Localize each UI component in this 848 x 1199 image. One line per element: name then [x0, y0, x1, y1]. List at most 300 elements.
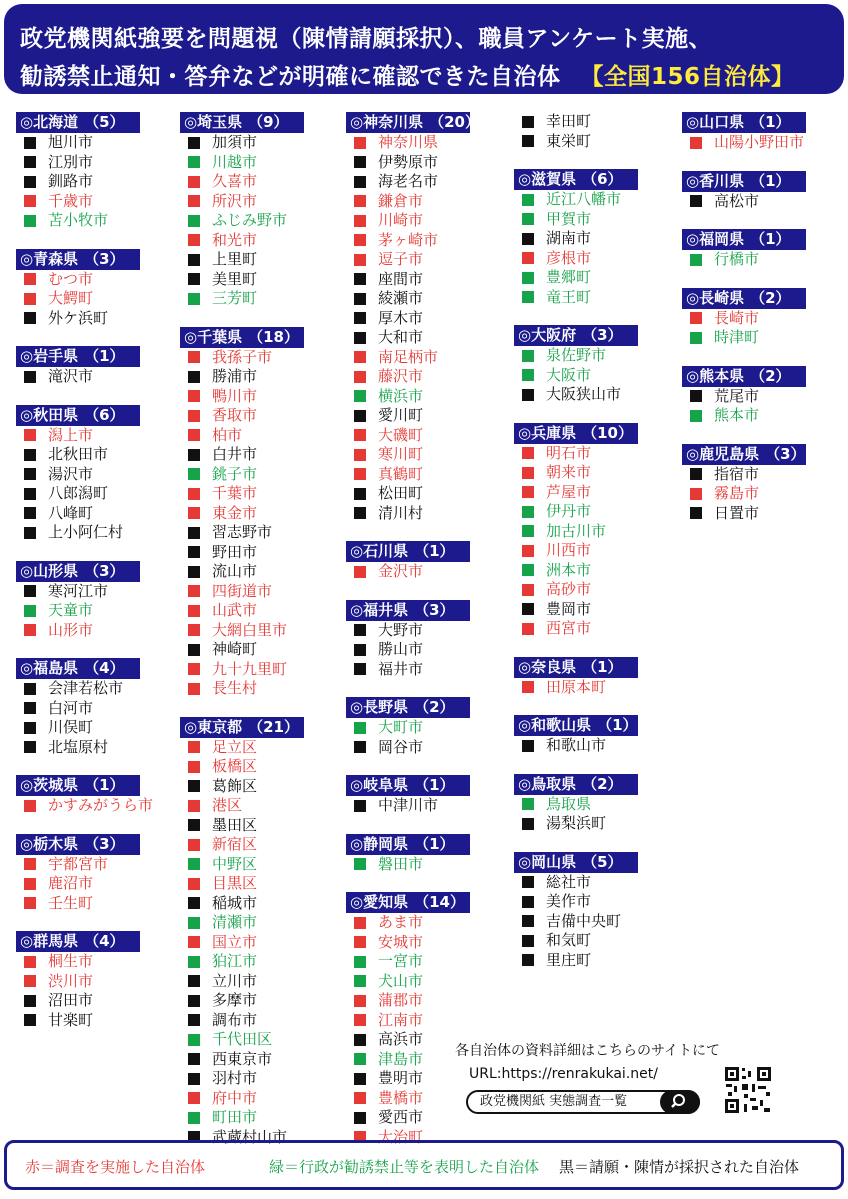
municipality-item [514, 288, 638, 308]
prefecture-block [346, 892, 470, 1147]
municipality-item [514, 931, 638, 951]
prefecture-name: ◎福井県 [350, 600, 409, 619]
municipality-name: 武蔵村山市 [212, 1127, 288, 1146]
municipality-name: 苫小牧市 [48, 211, 109, 229]
prefecture-name: ◎福島県 [20, 659, 79, 677]
municipality-item [16, 211, 153, 231]
prefecture-header [682, 229, 806, 250]
status-square-icon [24, 858, 36, 870]
prefecture-count: （3） [765, 444, 806, 463]
municipality-name: 里庄町 [546, 950, 592, 969]
municipality-name: 海老名市 [378, 172, 439, 190]
status-square-icon [522, 194, 534, 206]
municipality-item [180, 660, 304, 680]
status-square-icon [188, 1053, 200, 1065]
prefecture-header [346, 892, 470, 913]
municipality-name: 山陽小野田市 [714, 133, 805, 151]
status-square-icon [188, 351, 200, 363]
municipality-item [346, 348, 470, 368]
municipality-name: 洲本市 [546, 560, 592, 579]
municipality-name: 久喜市 [212, 172, 258, 190]
prefecture-name: ◎岐阜県 [350, 776, 409, 794]
municipality-name: 板橋区 [212, 757, 258, 775]
municipality-item [346, 406, 470, 426]
status-square-icon [188, 195, 200, 207]
prefecture-block [16, 112, 153, 231]
municipality-name: 港区 [212, 796, 243, 814]
prefecture-block [682, 288, 806, 348]
prefecture-header [346, 600, 470, 621]
status-square-icon [354, 936, 366, 948]
status-square-icon [188, 917, 200, 929]
status-square-icon [24, 176, 36, 188]
prefecture-count: （1） [582, 657, 623, 676]
status-square-icon [522, 564, 534, 576]
municipality-item [180, 543, 304, 563]
status-square-icon [354, 390, 366, 402]
prefecture-count: （1） [750, 230, 791, 248]
municipality-item [16, 367, 153, 387]
municipality-item [682, 484, 806, 504]
municipality-name: 甘楽町 [48, 1010, 94, 1029]
prefecture-header [514, 657, 638, 678]
prefecture-count: （5） [84, 113, 125, 131]
status-square-icon [354, 254, 366, 266]
municipality-item [514, 444, 638, 464]
municipality-item [514, 600, 638, 620]
municipality-name: 長生村 [212, 679, 258, 697]
status-square-icon [354, 917, 366, 929]
municipality-name: 加古川市 [546, 521, 607, 540]
municipality-item [682, 250, 806, 270]
municipality-item [180, 172, 304, 192]
prefecture-header [16, 346, 140, 367]
municipality-name: 愛川町 [378, 406, 424, 424]
prefecture-name: ◎長崎県 [686, 288, 745, 307]
municipality-item [514, 580, 638, 600]
municipality-name: 葛飾区 [212, 776, 258, 795]
prefecture-header [16, 561, 140, 582]
prefecture-name: ◎山口県 [686, 113, 745, 131]
municipality-item [346, 933, 470, 953]
status-square-icon [188, 741, 200, 753]
municipality-item [514, 619, 638, 639]
status-square-icon [354, 137, 366, 149]
status-square-icon [690, 195, 702, 207]
prefecture-header [514, 325, 638, 346]
status-square-icon [354, 468, 366, 480]
municipality-name: 金沢市 [378, 562, 424, 580]
prefecture-count: （1） [414, 776, 455, 794]
prefecture-block [16, 931, 153, 1030]
municipality-name: 清川村 [378, 503, 424, 522]
municipality-item [514, 268, 638, 288]
municipality-item [16, 972, 153, 992]
prefecture-count: （2） [414, 698, 455, 716]
municipality-name: 目黒区 [212, 874, 258, 892]
status-square-icon [354, 273, 366, 285]
municipality-item [180, 348, 304, 368]
municipality-name: 江別市 [48, 152, 94, 171]
municipality-item [514, 736, 638, 756]
status-square-icon [354, 507, 366, 519]
municipality-item [682, 406, 806, 426]
municipality-item [346, 504, 470, 524]
status-square-icon [354, 624, 366, 636]
municipality-name: 磐田市 [378, 854, 424, 873]
municipality-item [346, 1089, 470, 1109]
site-url[interactable]: URL:https://renrakukai.net/ [469, 1066, 658, 1082]
prefecture-count: （1） [414, 834, 455, 853]
municipality-name: 明石市 [546, 443, 592, 462]
municipality-name: 大治町 [378, 1127, 424, 1146]
municipality-item [682, 309, 806, 329]
municipality-item [180, 231, 304, 251]
municipality-name: 上小阿仁村 [48, 523, 124, 541]
status-square-icon [522, 506, 534, 518]
municipality-name: 清瀬市 [212, 913, 258, 931]
status-square-icon [690, 390, 702, 402]
municipality-name: 神奈川県 [378, 133, 439, 151]
municipality-name: 伊勢原市 [378, 152, 439, 171]
municipality-name: 時津町 [714, 328, 760, 346]
status-square-icon [188, 1092, 200, 1104]
municipality-item [180, 406, 304, 426]
status-square-icon [188, 761, 200, 773]
status-square-icon [24, 683, 36, 695]
prefecture-block [16, 346, 153, 387]
municipality-item [346, 621, 470, 641]
municipality-item [514, 483, 638, 503]
prefecture-name: ◎和歌山県 [518, 716, 592, 734]
municipality-item [346, 913, 470, 933]
municipality-name: 西東京市 [212, 1049, 273, 1068]
status-square-icon [354, 351, 366, 363]
status-square-icon [188, 1112, 200, 1124]
status-square-icon [188, 956, 200, 968]
prefecture-block [180, 717, 304, 1148]
prefecture-name: ◎奈良県 [518, 657, 577, 676]
municipality-item [180, 1069, 304, 1089]
status-square-icon [24, 371, 36, 383]
prefecture-name: ◎千葉県 [184, 327, 243, 346]
municipality-name: 湖南市 [546, 229, 592, 247]
status-square-icon [24, 429, 36, 441]
municipality-name: 渋川市 [48, 971, 94, 990]
prefecture-header [180, 112, 304, 133]
municipality-name: 津島市 [378, 1049, 424, 1068]
status-square-icon [522, 525, 534, 537]
status-square-icon [24, 449, 36, 461]
municipality-name: 外ケ浜町 [48, 308, 109, 327]
prefecture-count: （6） [582, 170, 623, 188]
municipality-name: 愛西市 [378, 1108, 424, 1126]
prefecture-name: ◎秋田県 [20, 405, 79, 424]
municipality-name: 八峰町 [48, 503, 94, 522]
municipality-name: 町田市 [212, 1108, 258, 1126]
municipality-item [180, 523, 304, 543]
municipality-name: 彦根市 [546, 248, 592, 267]
municipality-item [346, 855, 470, 875]
municipality-name: 釧路市 [48, 172, 94, 190]
municipality-item [346, 718, 470, 738]
municipality-name: 北秋田市 [48, 445, 109, 463]
municipality-item [16, 738, 153, 758]
municipality-name: 幸田町 [546, 112, 592, 130]
prefecture-header [514, 715, 638, 736]
status-square-icon [188, 839, 200, 851]
municipality-name: 大野市 [378, 620, 424, 639]
status-square-icon [188, 683, 200, 695]
prefecture-block [346, 600, 470, 680]
status-square-icon [24, 995, 36, 1007]
status-square-icon [188, 546, 200, 558]
municipality-name: 白井市 [212, 445, 258, 463]
municipality-name: 上里町 [212, 250, 258, 268]
municipality-item [180, 192, 304, 212]
status-square-icon [24, 741, 36, 753]
municipality-item [682, 465, 806, 485]
municipality-item [16, 699, 153, 719]
prefecture-count: （4） [84, 932, 125, 950]
prefecture-count: （18） [248, 327, 299, 346]
prefecture-count: （5） [582, 852, 623, 871]
municipality-name: 豊明市 [378, 1069, 424, 1087]
municipality-name: 白河市 [48, 698, 94, 717]
municipality-name: 江南市 [378, 1010, 424, 1029]
municipality-name: 和光市 [212, 230, 258, 249]
column-1 [16, 112, 153, 1048]
status-square-icon [354, 1073, 366, 1085]
status-square-icon [188, 215, 200, 227]
municipality-item [180, 777, 304, 797]
status-square-icon [354, 1112, 366, 1124]
municipality-name: 松田町 [378, 484, 424, 502]
status-square-icon [354, 1092, 366, 1104]
municipality-item [180, 757, 304, 777]
prefecture-name: ◎石川県 [350, 542, 409, 560]
municipality-name: 中津川市 [378, 796, 439, 814]
municipality-item [346, 231, 470, 251]
municipality-name: 四街道市 [212, 581, 273, 600]
prefecture-header [682, 366, 806, 387]
prefecture-header [346, 834, 470, 855]
municipality-item [180, 816, 304, 836]
municipality-item [346, 153, 470, 173]
prefecture-block [514, 657, 638, 698]
status-square-icon [522, 954, 534, 966]
column-3 [346, 112, 480, 1165]
municipality-name: 羽村市 [212, 1069, 258, 1087]
status-square-icon [354, 663, 366, 675]
prefecture-block [16, 249, 153, 329]
status-square-icon [354, 1014, 366, 1026]
prefecture-count: （1） [750, 113, 791, 131]
municipality-name: 北塩原村 [48, 737, 109, 756]
prefecture-name: ◎大阪府 [518, 326, 577, 344]
title-line-1: 政党機関紙強要を問題視（陳情請願採択）、職員アンケート実施、 [20, 26, 713, 52]
status-square-icon [522, 233, 534, 245]
status-square-icon [354, 722, 366, 734]
municipality-item [180, 738, 304, 758]
municipality-item [346, 211, 470, 231]
prefecture-block [514, 774, 638, 834]
municipality-item [682, 504, 806, 524]
status-square-icon [522, 350, 534, 362]
prefecture-header [16, 775, 140, 796]
municipality-item [16, 894, 153, 914]
municipality-name: 川崎市 [378, 211, 424, 229]
municipality-item [180, 426, 304, 446]
prefecture-block [514, 325, 638, 405]
municipality-item [514, 112, 638, 132]
municipality-item [16, 874, 153, 894]
status-square-icon [24, 975, 36, 987]
municipality-item [180, 484, 304, 504]
search-box[interactable] [466, 1090, 700, 1114]
status-square-icon [188, 176, 200, 188]
municipality-name: 狛江市 [212, 952, 258, 970]
status-square-icon [354, 410, 366, 422]
prefecture-header [346, 112, 480, 133]
municipality-item [346, 991, 470, 1011]
municipality-name: 指宿市 [714, 464, 760, 483]
municipality-item [180, 211, 304, 231]
municipality-name: 横浜市 [378, 386, 424, 405]
title-banner [4, 4, 844, 94]
prefecture-count: （1） [597, 716, 638, 734]
municipality-item [180, 796, 304, 816]
status-square-icon [522, 213, 534, 225]
search-icon[interactable] [660, 1090, 700, 1114]
municipality-name: 所沢市 [212, 191, 258, 210]
status-square-icon [188, 878, 200, 890]
status-square-icon [24, 293, 36, 305]
prefecture-block [16, 775, 153, 816]
prefecture-count: （10） [582, 423, 633, 442]
prefecture-count: （3） [84, 561, 125, 580]
municipality-name: 三芳町 [212, 289, 258, 307]
legend-black: 黒＝請願・陳情が採択された自治体 [559, 1158, 800, 1176]
municipality-item [346, 1030, 470, 1050]
status-square-icon [522, 447, 534, 459]
title-line-2 [20, 58, 795, 91]
prefecture-count: （3） [582, 326, 623, 344]
prefecture-block [346, 834, 470, 875]
status-square-icon [24, 585, 36, 597]
municipality-name: 銚子市 [212, 464, 258, 483]
status-square-icon [354, 644, 366, 656]
prefecture-block [346, 775, 470, 816]
municipality-name: 勝山市 [378, 640, 424, 658]
municipality-name: 大阪狭山市 [546, 385, 622, 403]
qr-code-icon[interactable] [724, 1066, 772, 1114]
prefecture-header [346, 697, 470, 718]
status-square-icon [354, 488, 366, 500]
prefecture-header [16, 834, 140, 855]
municipality-item [180, 991, 304, 1011]
municipality-name: 霧島市 [714, 484, 760, 502]
prefecture-block [514, 423, 638, 639]
municipality-name: 犬山市 [378, 971, 424, 990]
municipality-item [16, 601, 153, 621]
status-square-icon [188, 1034, 200, 1046]
status-square-icon [522, 545, 534, 557]
municipality-name: 豊郷町 [546, 268, 592, 286]
status-square-icon [188, 780, 200, 792]
municipality-name: 総社市 [546, 872, 592, 891]
municipality-item [180, 445, 304, 465]
municipality-item [346, 465, 470, 485]
prefecture-name: ◎愛知県 [350, 893, 409, 911]
prefecture-block [682, 112, 806, 153]
status-square-icon [24, 488, 36, 500]
municipality-item [180, 562, 304, 582]
municipality-name: 野田市 [212, 542, 258, 561]
municipality-name: 湯梨浜町 [546, 814, 607, 832]
municipality-name: 逗子市 [378, 250, 424, 268]
municipality-name: 国立市 [212, 932, 258, 951]
status-square-icon [188, 507, 200, 519]
municipality-item [514, 502, 638, 522]
municipality-item [514, 892, 638, 912]
municipality-item [180, 855, 304, 875]
status-square-icon [354, 975, 366, 987]
municipality-name: 大阪市 [546, 365, 592, 384]
column-4 [514, 112, 638, 988]
prefecture-header [682, 171, 806, 192]
municipality-name: 流山市 [212, 562, 258, 580]
municipality-item [682, 192, 806, 212]
municipality-name: 竜王町 [546, 287, 592, 306]
status-square-icon [354, 332, 366, 344]
municipality-item [514, 541, 638, 561]
status-square-icon [188, 410, 200, 422]
status-square-icon [354, 234, 366, 246]
status-square-icon [188, 897, 200, 909]
legend [4, 1140, 844, 1190]
prefecture-name: ◎東京都 [184, 717, 243, 736]
municipality-name: 寒川町 [378, 445, 424, 463]
prefecture-block [514, 852, 638, 971]
municipality-item [180, 582, 304, 602]
status-square-icon [522, 623, 534, 635]
municipality-name: 東金市 [212, 503, 258, 522]
municipality-name: 西宮市 [546, 619, 592, 637]
prefecture-block [16, 658, 153, 757]
status-square-icon [188, 293, 200, 305]
municipality-item [514, 814, 638, 834]
municipality-item [346, 172, 470, 192]
status-square-icon [188, 566, 200, 578]
municipality-name: 会津若松市 [48, 679, 124, 697]
status-square-icon [354, 371, 366, 383]
prefecture-name: ◎埼玉県 [184, 113, 243, 131]
prefecture-name: ◎香川県 [686, 171, 745, 190]
status-square-icon [522, 681, 534, 693]
status-square-icon [690, 410, 702, 422]
prefecture-name: ◎熊本県 [686, 366, 745, 385]
municipality-item [346, 192, 470, 212]
municipality-name: 芦屋市 [546, 482, 592, 501]
prefecture-header [682, 444, 806, 465]
municipality-item [180, 1089, 304, 1109]
prefecture-count: （4） [84, 659, 125, 677]
status-square-icon [690, 488, 702, 500]
municipality-name: 藤沢市 [378, 367, 424, 385]
prefecture-block [16, 405, 153, 543]
municipality-item [346, 972, 470, 992]
